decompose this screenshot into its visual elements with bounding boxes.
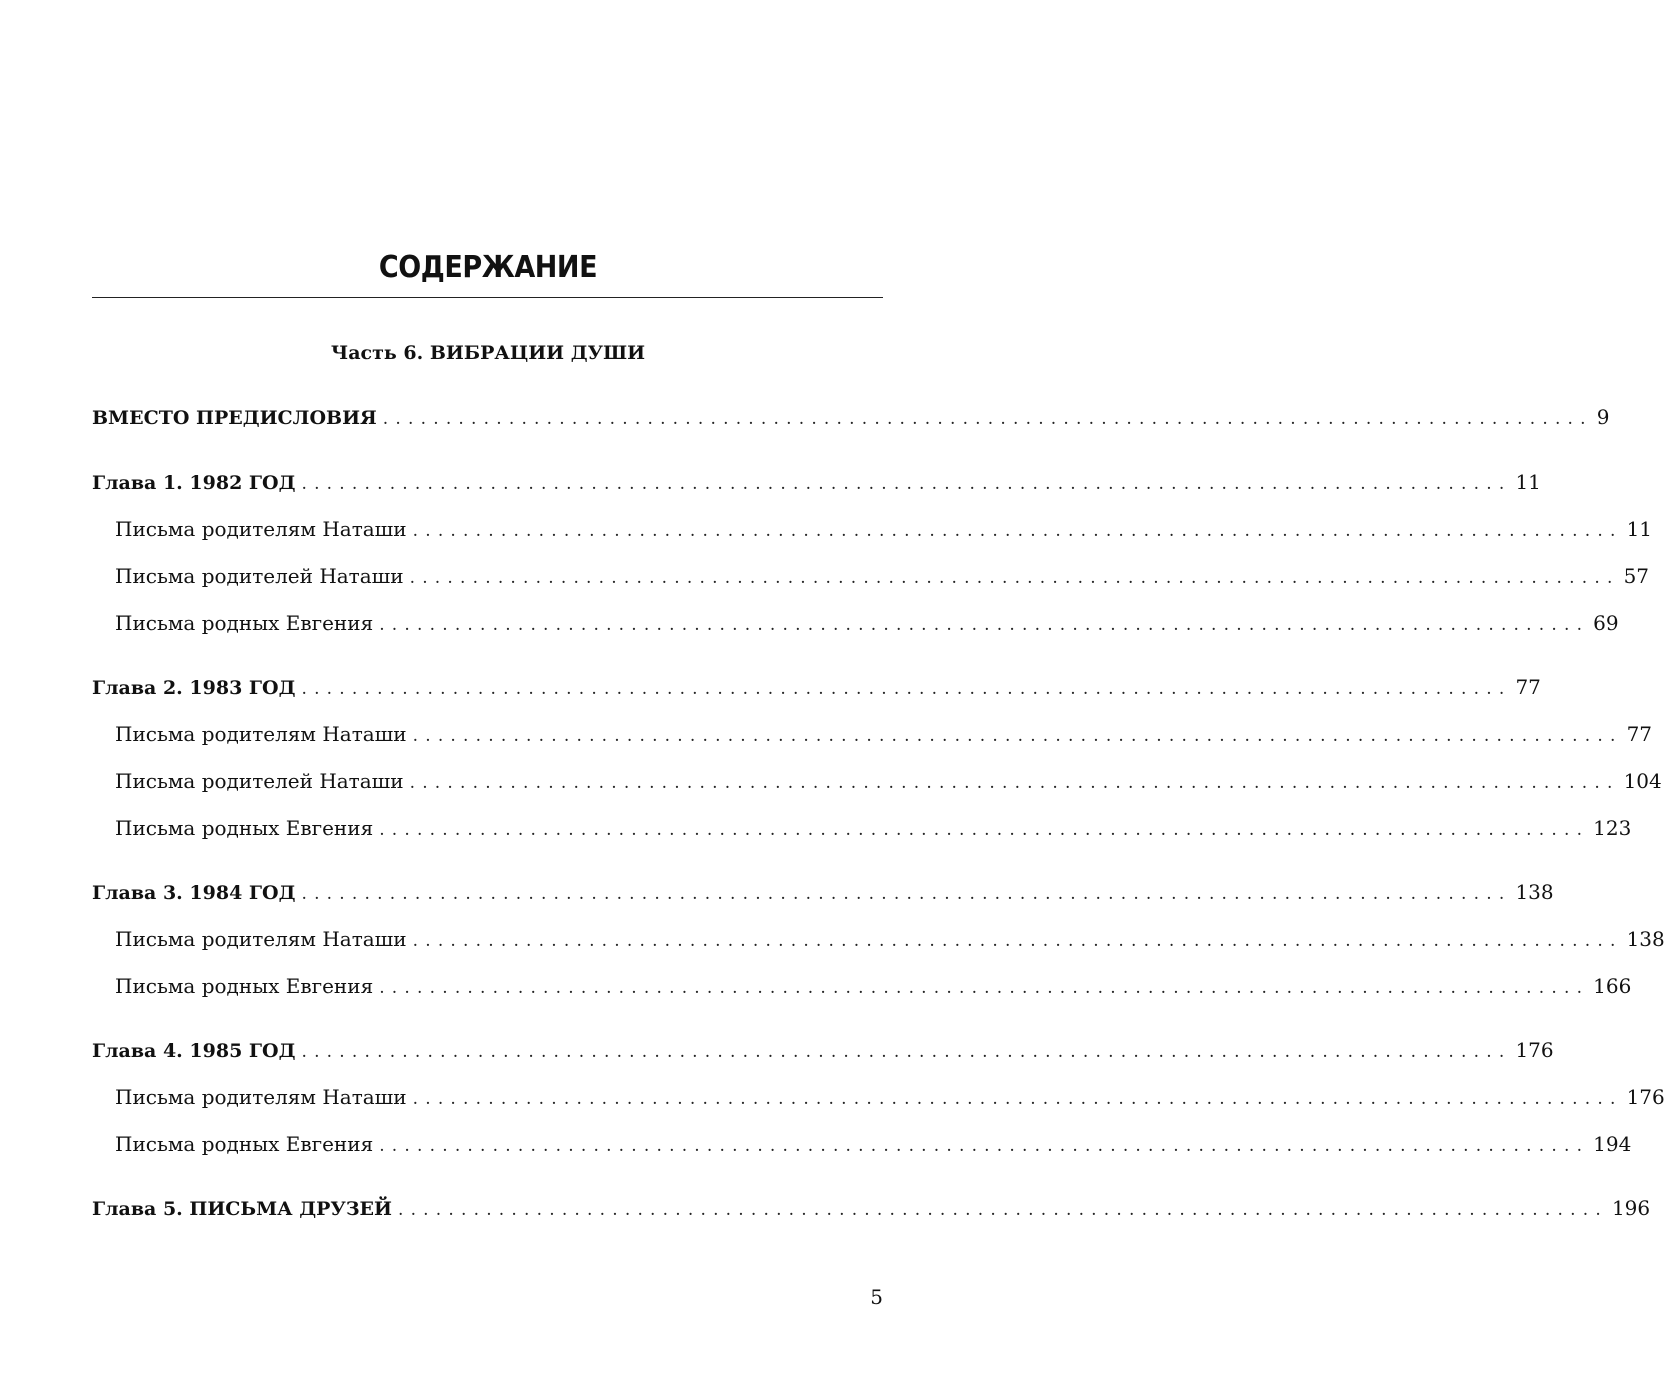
toc-entry-label: Глава 4. 1985 ГОД	[92, 1040, 296, 1062]
toc-entry-label: Глава 3. 1984 ГОД	[92, 882, 296, 904]
toc-dot-leader: ................................................................................................	[412, 521, 1623, 541]
page-title: СОДЕРЖАНИЕ	[378, 250, 598, 285]
toc-dot-leader: ................................................................................................	[301, 679, 1512, 699]
toc-entry-label: Письма родных Евгения	[115, 1132, 374, 1156]
toc-dot-leader: ................................................................................................	[301, 1042, 1512, 1062]
toc-dot-leader: ................................................................................................	[301, 474, 1512, 494]
toc-entry-page: 166	[1593, 974, 1632, 998]
toc-entry-label: Письма родителям Наташи	[115, 517, 407, 541]
toc-dot-leader: ................................................................................................	[379, 978, 1590, 998]
toc-dot-leader: ................................................................................................	[379, 820, 1590, 840]
toc-entry-label: Письма родных Евгения	[115, 611, 374, 635]
toc-dot-leader: ................................................................................................	[412, 726, 1623, 746]
toc-entry-label: Письма родных Евгения	[115, 816, 374, 840]
toc-entry-page: 11	[1626, 517, 1653, 541]
toc-entry-page: 77	[1515, 675, 1541, 699]
toc-entry-label: Глава 2. 1983 ГОД	[92, 677, 296, 699]
title-divider	[92, 297, 883, 298]
toc-entry-chapter-3[interactable]	[92, 880, 1554, 908]
toc-entry-chapter-5[interactable]	[92, 1196, 1651, 1224]
toc-entry-label: Письма родителям Наташи	[115, 1085, 407, 1109]
toc-dot-leader: ................................................................................................	[397, 1200, 1608, 1220]
toc-entry-label: Глава 1. 1982 ГОД	[92, 472, 296, 494]
toc-dot-leader: ................................................................................................	[382, 409, 1593, 429]
toc-entry-page: 11	[1515, 470, 1541, 494]
toc-entry-page: 9	[1596, 405, 1610, 429]
toc-entry-label: Письма родителей Наташи	[115, 564, 404, 588]
toc-entry-page: 138	[1515, 880, 1554, 904]
toc-entry-chapter-4[interactable]	[92, 1038, 1554, 1066]
toc-dot-leader: ................................................................................................	[379, 1136, 1590, 1156]
toc-entry-page: 69	[1593, 611, 1619, 635]
toc-entry-foreword[interactable]	[92, 405, 1610, 433]
page-number: 5	[870, 1285, 883, 1309]
toc-entry-chapter-1[interactable]	[92, 470, 1541, 498]
toc-entry-section[interactable]	[115, 769, 1662, 797]
toc-entry-page: 176	[1626, 1085, 1665, 1109]
toc-entry-page: 77	[1626, 722, 1653, 746]
toc-entry-section[interactable]	[115, 517, 1653, 545]
toc-entry-section[interactable]	[115, 816, 1632, 844]
toc-dot-leader: ................................................................................................	[301, 884, 1512, 904]
toc-entry-page: 138	[1626, 927, 1665, 951]
toc-entry-page: 123	[1593, 816, 1632, 840]
toc-dot-leader: ................................................................................................	[379, 615, 1590, 635]
toc-entry-label: Письма родителям Наташи	[115, 722, 407, 746]
toc-dot-leader: ................................................................................................	[412, 931, 1623, 951]
toc-entry-label: ВМЕСТО ПРЕДИСЛОВИЯ	[92, 407, 377, 429]
toc-entry-section[interactable]	[115, 564, 1650, 592]
toc-entry-section[interactable]	[115, 722, 1653, 750]
toc-entry-section[interactable]	[115, 1085, 1665, 1113]
toc-entry-section[interactable]	[115, 611, 1619, 639]
toc-entry-page: 176	[1515, 1038, 1554, 1062]
toc-entry-chapter-2[interactable]	[92, 675, 1541, 703]
toc-dot-leader: ................................................................................................	[409, 568, 1620, 588]
toc-dot-leader: ................................................................................................	[412, 1089, 1623, 1109]
toc-entry-page: 104	[1623, 769, 1662, 793]
toc-entry-page: 196	[1611, 1196, 1651, 1220]
toc-dot-leader: ................................................................................................	[409, 773, 1620, 793]
toc-entry-label: Письма родных Евгения	[115, 974, 374, 998]
toc-entry-page: 194	[1593, 1132, 1632, 1156]
toc-entry-section[interactable]	[115, 974, 1632, 1002]
toc-entry-section[interactable]	[115, 927, 1665, 955]
toc-entry-section[interactable]	[115, 1132, 1632, 1160]
toc-entry-label: Письма родителям Наташи	[115, 927, 407, 951]
toc-entry-label: Глава 5. ПИСЬМА ДРУЗЕЙ	[92, 1198, 392, 1220]
toc-entry-page: 57	[1623, 564, 1650, 588]
toc-entry-label: Письма родителей Наташи	[115, 769, 404, 793]
part-title: Часть 6. ВИБРАЦИИ ДУШИ	[330, 342, 646, 364]
